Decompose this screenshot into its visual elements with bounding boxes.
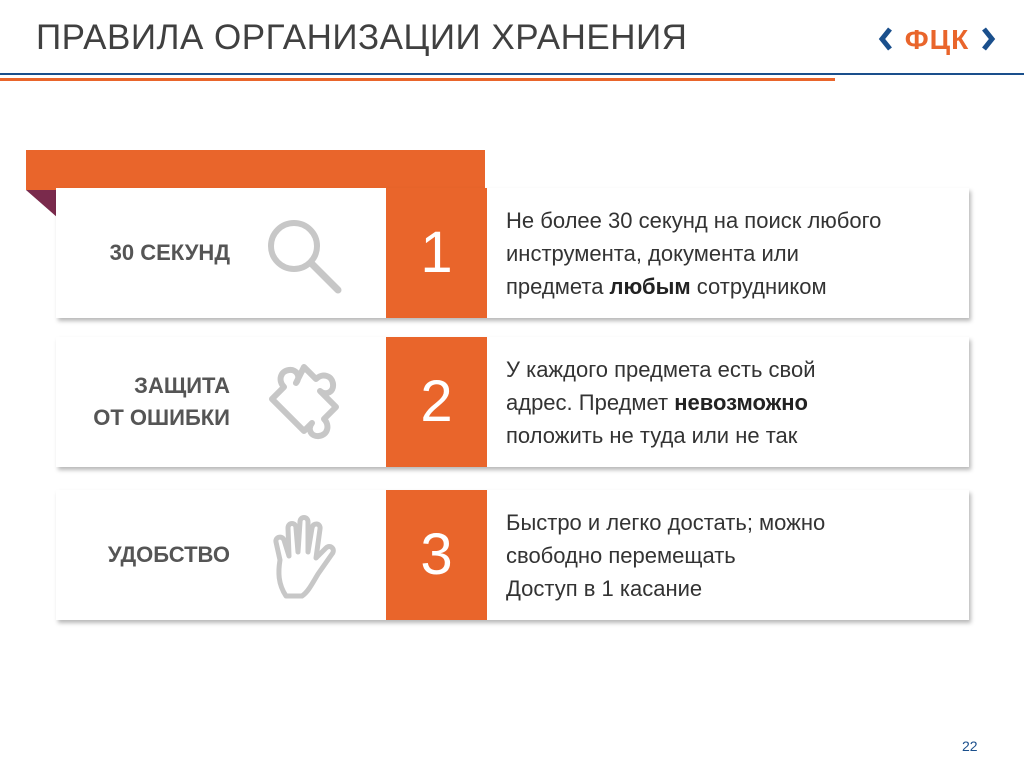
- hand-icon: [256, 512, 352, 600]
- number-block: [386, 337, 487, 467]
- banner-fold-icon: [26, 190, 58, 218]
- card-description: У каждого предмета есть свой адрес. Предмет невозможно положить не туда или не так: [506, 356, 816, 448]
- magnifier-icon: [256, 210, 352, 298]
- step-number: 2: [420, 369, 453, 434]
- rule-card-1: [56, 188, 969, 318]
- company-logo: [878, 22, 996, 56]
- rule-card-3: [56, 490, 969, 620]
- emphasis-text: любым: [609, 273, 691, 299]
- card-label: 30 СЕКУНД: [109, 240, 230, 266]
- step-number: 1: [420, 220, 453, 285]
- rule-card-2: [56, 337, 969, 467]
- emphasis-text: невозможно: [674, 389, 808, 415]
- page-title: ПРАВИЛА ОРГАНИЗАЦИИ ХРАНЕНИЯ: [36, 18, 688, 57]
- header-rule-orange: [0, 78, 835, 81]
- number-block: [386, 188, 487, 318]
- card-description: Не более 30 секунд на поиск любого инструмента, документа или предмета любым сотрудником: [506, 207, 882, 299]
- card-label: УДОБСТВО: [107, 542, 230, 568]
- card-description: Быстро и легко достать; можно свободно перемещать Доступ в 1 касание: [506, 509, 826, 601]
- header-rule-blue: [0, 73, 1024, 75]
- card-label: ЗАЩИТА ОТ ОШИБКИ: [93, 373, 230, 430]
- puzzle-piece-icon: [256, 359, 352, 447]
- page-number: 22: [962, 738, 978, 754]
- decorative-banner: [26, 150, 485, 190]
- number-block: [386, 490, 487, 620]
- step-number: 3: [420, 522, 453, 587]
- svg-text:ФЦК: ФЦК: [904, 24, 970, 55]
